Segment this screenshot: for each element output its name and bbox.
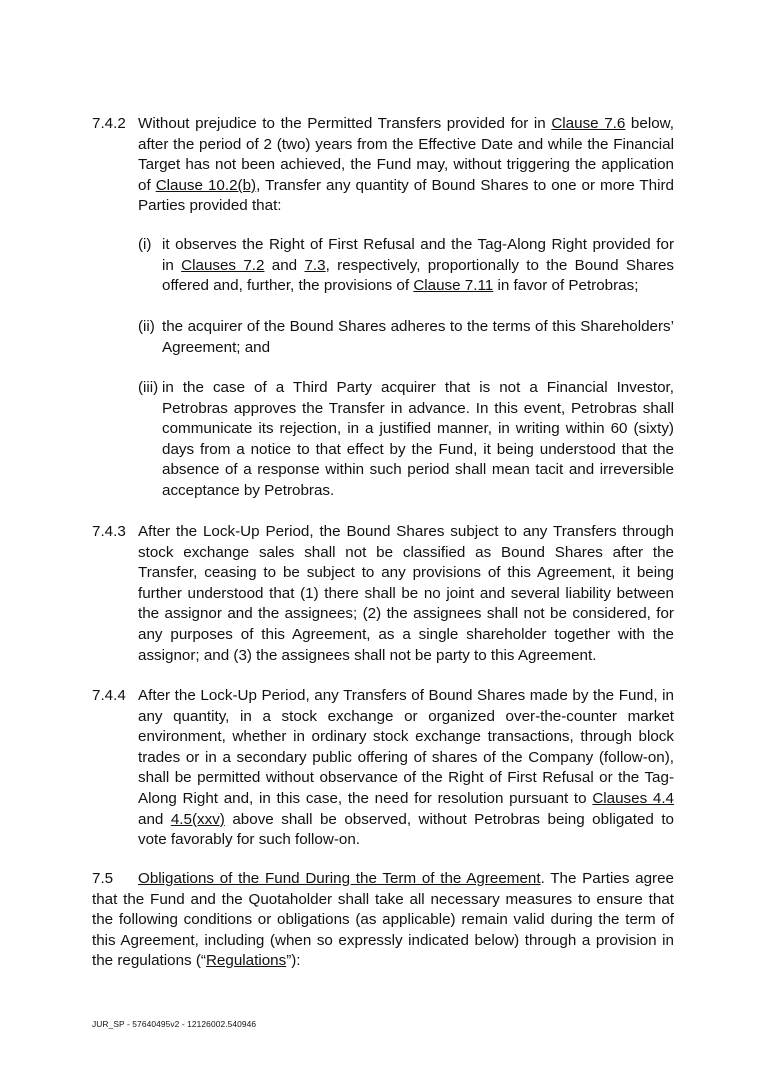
clause-7-4-3 (92, 522, 674, 666)
text-run: Without prejudice to the Permitted Transfers provided for in (138, 115, 552, 132)
clause-number: 7.4.2 (92, 115, 126, 132)
section-heading: Obligations of the Fund During the Term of the Agreement (138, 870, 541, 887)
sub-item-iii (138, 378, 674, 502)
text-run: and (264, 256, 305, 274)
text-run: it observes the Right of First Refusal and the Tag-Along Right provided for in (162, 236, 674, 274)
clause-4-5-xxv-reference: 4.5(xxv) (170, 810, 225, 828)
clause-7-3-reference: 7.3 (304, 256, 326, 274)
clause-7-4-2 (92, 114, 674, 217)
text-run: . The Parties agree that the Fund and the Quotaholder shall take all necessary measures to ensure that the following conditions or obligations (as applicable) remain valid during the term of this Agreement, including (when so expressly indicated below) through a provision in the regulations (“ (92, 870, 674, 970)
clause-text: After the Lock-Up Period, the Bound Shares subject to any Transfers through stock exchange sales shall not be classified as Bound Shares after the Transfer, ceasing to be subject to any provisions of this Agreement, it being further understood that (1) there shall be no joint and several liability between the assignor and the assignees; (2) the assignees shall not be considered, for any purposes of this Agreement, as a single shareholder together with the assignor; and (3) the assignees shall not be party to this Agreement. (138, 523, 674, 664)
text-run: in favor of Petrobras; (493, 277, 639, 295)
sub-item-text: the acquirer of the Bound Shares adheres to the terms of this Shareholders’ Agreement; and (162, 318, 674, 356)
text-run: ”): (286, 952, 301, 970)
clause-number: 7.4.4 (92, 687, 126, 704)
text-run: After the Lock-Up Period, any Transfers of Bound Shares made by the Fund, in any quantity, in a stock exchange or organized over-the-counter market environment, whether in ordinary stock exchange transactions, through block trades or in a secondary public offering of shares of the Company (follow-on), shall be permitted without observance of the Right of First Refusal or the Tag-Along Right and, in this case, the need for resolution pursuant to (138, 687, 674, 807)
section-number: 7.5 (92, 870, 114, 887)
sub-item-text (162, 235, 674, 297)
clause-7-11-reference: Clause 7.11 (413, 277, 494, 295)
clause-text (138, 686, 674, 851)
document-reference-footer: JUR_SP - 57640495v2 - 12126002.540946 (92, 1019, 257, 1029)
text-run: , respectively, proportionally to the Bound Shares offered and, further, the provisions of (162, 256, 675, 295)
clause-7-6-reference: Clause 7.6 (551, 115, 626, 132)
clause-number: 7.4.3 (92, 523, 126, 540)
text-run: above shall be observed, without Petrobras being obligated to vote favorably for such follow-on. (138, 810, 674, 849)
sub-item-number: (iii) (138, 379, 159, 396)
sub-item-text: in the case of a Third Party acquirer that is not a Financial Investor, Petrobras approves the Transfer in advance. In this event, Petrobras shall communicate its rejection, in a justified manner, in writing within 60 (sixty) days from a notice to that effect by the Fund, it being understood that the absence of a response within such period shall mean tacit and irreversible acceptance by Petrobras. (162, 379, 674, 499)
clause-10-2-b-reference: Clause 10.2(b) (155, 176, 257, 194)
clause-text (138, 114, 674, 217)
section-7-5 (92, 869, 674, 972)
text-run: , Transfer any quantity of Bound Shares to one or more Third Parties provided that: (138, 176, 674, 215)
clause-7-4-4 (92, 686, 674, 851)
sub-item-number: (i) (138, 236, 152, 253)
clauses-7-2-reference: Clauses 7.2 (181, 256, 265, 274)
sub-item-ii (138, 317, 674, 358)
sub-item-i (138, 235, 674, 297)
sub-item-number: (ii) (138, 318, 155, 335)
text-run: and (138, 810, 171, 828)
regulations-definition: Regulations (205, 952, 287, 970)
text-run: below, after the period of 2 (two) years from the Effective Date and while the Financial Target has not been achieved, the Fund may, without triggering the application of (138, 115, 674, 194)
clauses-4-4-reference: Clauses 4.4 (592, 789, 674, 807)
